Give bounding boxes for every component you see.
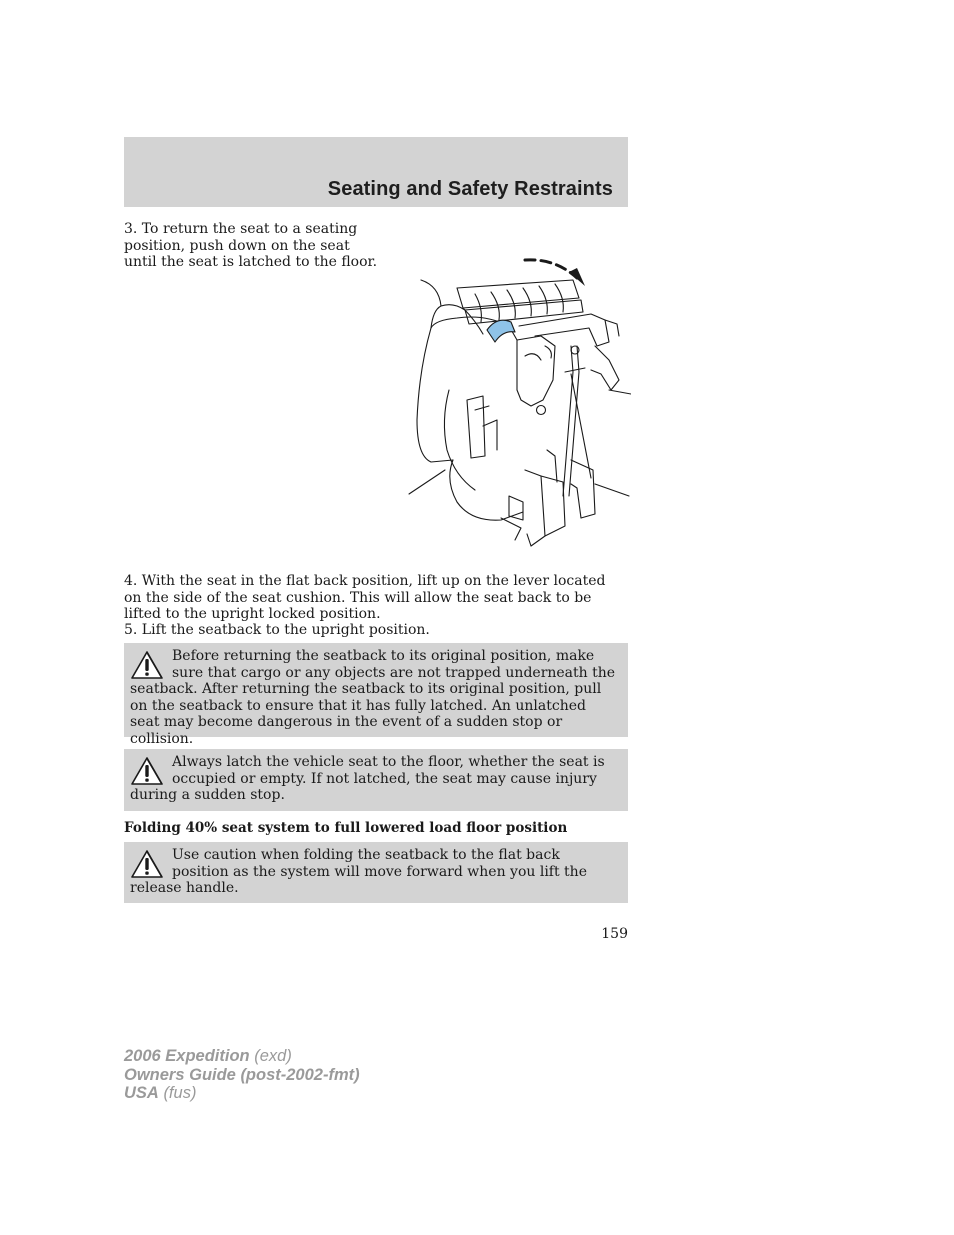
section-header	[124, 137, 628, 207]
footer-model: 2006 Expedition	[124, 1047, 250, 1065]
footer-line-3	[124, 1084, 360, 1103]
warning-box-3	[124, 842, 628, 903]
warning-box-1	[124, 643, 628, 747]
footer-line-2	[124, 1066, 360, 1085]
warning-text-2: Always latch the vehicle seat to the floor, whether the seat is occupied or empty. If not latched, the seat may cause injury during a sudden stop.	[130, 754, 605, 803]
footer-market: USA	[124, 1084, 159, 1102]
section-title: Seating and Safety Restraints	[327, 178, 613, 200]
step-3-text: 3. To return the seat to a seating position, push down on the seat until the seat is latched to the floor.	[124, 221, 378, 270]
warning-triangle-icon	[130, 849, 164, 879]
warning-triangle-icon	[130, 650, 164, 680]
seat-latch-illustration	[405, 250, 631, 550]
footer-line-1	[124, 1047, 360, 1066]
warning-text-1: Before returning the seatback to its original position, make sure that cargo or any objects are not trapped underneath the seatback. After returning the seatback to its original position, pull on the seatback to ensure that it has fully latched. An unlatched seat may become dangerous in the event of a sudden stop or collision.	[130, 648, 616, 747]
step-4-text: 4. With the seat in the flat back position, lift up on the lever located on the side of the seat cushion. This will allow the seat back to be lifted to the upright locked position.	[124, 573, 606, 622]
document-footer	[124, 1047, 360, 1103]
footer-market-code: (fus)	[163, 1084, 197, 1102]
warning-box-2	[124, 749, 628, 811]
step-5-text: 5. Lift the seatback to the upright position.	[124, 622, 430, 638]
footer-model-code: (exd)	[254, 1047, 292, 1065]
warning-triangle-icon	[130, 756, 164, 786]
warning-text-3: Use caution when folding the seatback to the flat back position as the system will move forward when you lift the release handle.	[130, 847, 587, 896]
footer-guide: Owners Guide (post-2002-fmt)	[124, 1065, 360, 1084]
page-number: 159	[601, 926, 628, 942]
section-subheading: Folding 40% seat system to full lowered load floor position	[124, 820, 568, 836]
